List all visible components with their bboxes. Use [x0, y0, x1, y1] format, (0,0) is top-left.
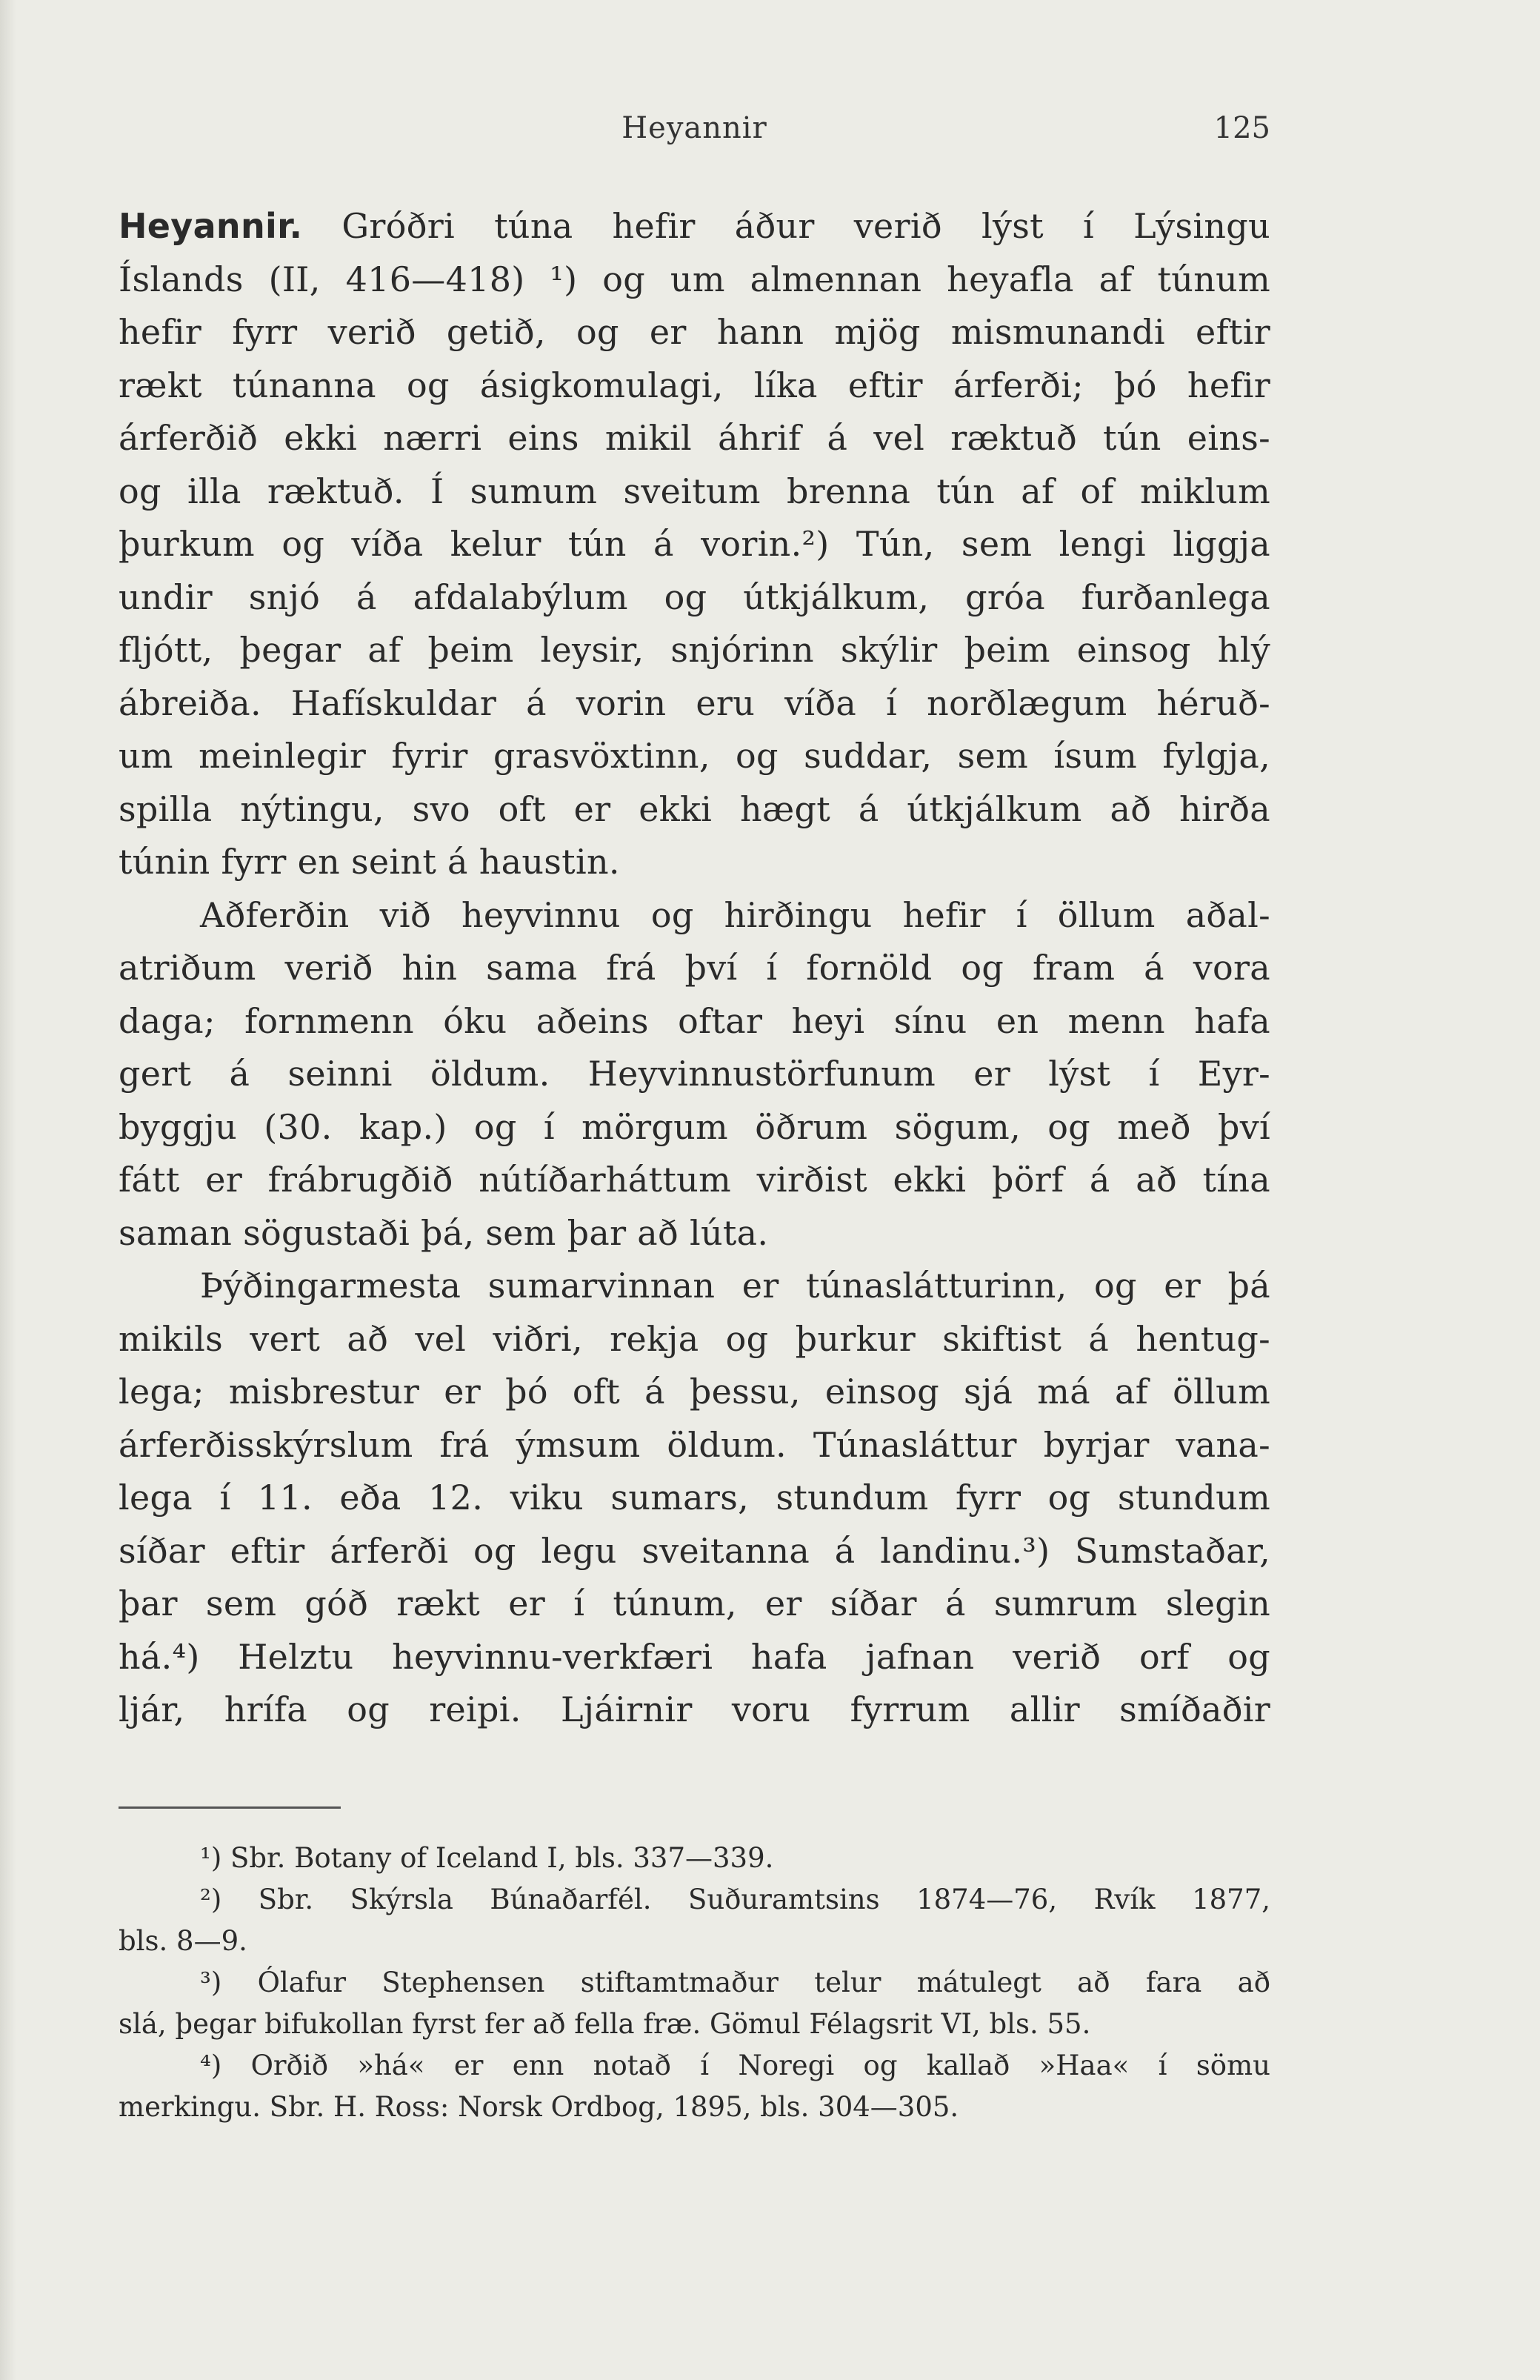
body-line: Aðferðin við heyvinnu og hirðingu hefir í öllum aðal-	[200, 894, 1270, 935]
body-line: saman sögustaði þá, sem þar að lúta.	[119, 1212, 769, 1253]
body-line: ljár, hrífa og reipi. Ljáirnir voru fyrrum allir smíðaðir	[119, 1689, 1270, 1729]
footnote-line: ³) Ólafur Stephensen stiftamtmaður telur mátulegt að fara að	[200, 1967, 1270, 1998]
body-line: fátt er frábrugðið nútíðarháttum virðist ekki þörf á að tína	[119, 1160, 1270, 1200]
body-line: gert á seinni öldum. Heyvinnustörfunum er lýst í Eyr-	[119, 1054, 1270, 1094]
page-number: 125	[1213, 111, 1270, 145]
page-edge-shadow	[0, 0, 16, 2380]
body-line: árferðið ekki nærri eins mikil áhrif á vel ræktuð tún eins-	[119, 418, 1270, 458]
footnote-line: bls. 8—9.	[119, 1925, 247, 1957]
body-line: og illa ræktuð. Í sumum sveitum brenna tún af of miklum	[119, 471, 1270, 511]
body-line: rækt túnanna og ásigkomulagi, líka eftir árferði; þó hefir	[119, 365, 1270, 405]
body-line: árferðisskýrslum frá ýmsum öldum. Túnasláttur byrjar vana-	[119, 1424, 1270, 1465]
body-line: lega; misbrestur er þó oft á þessu, einsog sjá má af öllum	[119, 1372, 1270, 1412]
footnote-line: ²) Sbr. Skýrsla Búnaðarfél. Suðuramtsins 1874—76, Rvík 1877,	[200, 1884, 1270, 1915]
body-line: Þýðingarmesta sumarvinnan er túnaslátturinn, og er þá	[200, 1266, 1270, 1306]
body-line: Heyannir. Gróðri túna hefir áður verið lýst í Lýsingu	[119, 206, 1270, 246]
body-text	[119, 200, 1270, 1737]
footnotes	[119, 1838, 1270, 2128]
running-head	[119, 111, 1270, 156]
body-line: síðar eftir árferði og legu sveitanna á landinu.³) Sumstaðar,	[119, 1530, 1270, 1571]
body-line: fljótt, þegar af þeim leysir, snjórinn skýlir þeim einsog hlý	[119, 630, 1270, 670]
section-heading: Heyannir.	[119, 206, 303, 246]
body-line: túnin fyrr en seint á haustin.	[119, 842, 620, 882]
footnote-line: merkingu. Sbr. H. Ross: Norsk Ordbog, 1895, bls. 304—305.	[119, 2091, 959, 2123]
body-line: spilla nýtingu, svo oft er ekki hægt á útkjálkum að hirða	[119, 788, 1270, 829]
body-line: lega í 11. eða 12. viku sumars, stundum fyrr og stundum	[119, 1477, 1270, 1518]
footnote-line: ¹) Sbr. Botany of Iceland I, bls. 337—339.	[200, 1842, 774, 1874]
footnote-divider	[119, 1806, 341, 1809]
footnote-line: slá, þegar bifukollan fyrst fer að fella fræ. Gömul Félagsrit VI, bls. 55.	[119, 2008, 1091, 2040]
body-line: undir snjó á afdalabýlum og útkjálkum, gróa furðanlega	[119, 576, 1270, 617]
body-line: hefir fyrr verið getið, og er hann mjög mismunandi eftir	[119, 312, 1270, 352]
body-line: mikils vert að vel viðri, rekja og þurkur skiftist á hentug-	[119, 1318, 1270, 1359]
body-line: byggju (30. kap.) og í mörgum öðrum sögum, og með því	[119, 1106, 1270, 1147]
footnote-line: ⁴) Orðið »há« er enn notað í Noregi og kallað »Haa« í sömu	[200, 2050, 1270, 2081]
body-line: þurkum og víða kelur tún á vorin.²) Tún, sem lengi liggja	[119, 524, 1270, 564]
body-line: atriðum verið hin sama frá því í fornöld og fram á vora	[119, 948, 1270, 988]
body-line: há.⁴) Helztu heyvinnu-verkfæri hafa jafnan verið orf og	[119, 1636, 1270, 1677]
body-line: Íslands (II, 416—418) ¹) og um almennan heyafla af túnum	[119, 259, 1270, 299]
body-line: daga; fornmenn óku aðeins oftar heyi sínu en menn hafa	[119, 1000, 1270, 1041]
body-line: þar sem góð rækt er í túnum, er síðar á sumrum slegin	[119, 1583, 1270, 1623]
body-line: um meinlegir fyrir grasvöxtinn, og suddar, sem ísum fylgja,	[119, 736, 1270, 776]
body-line: ábreiða. Hafískuldar á vorin eru víða í norðlægum héruð-	[119, 682, 1270, 723]
running-head-title: Heyannir	[621, 111, 767, 145]
